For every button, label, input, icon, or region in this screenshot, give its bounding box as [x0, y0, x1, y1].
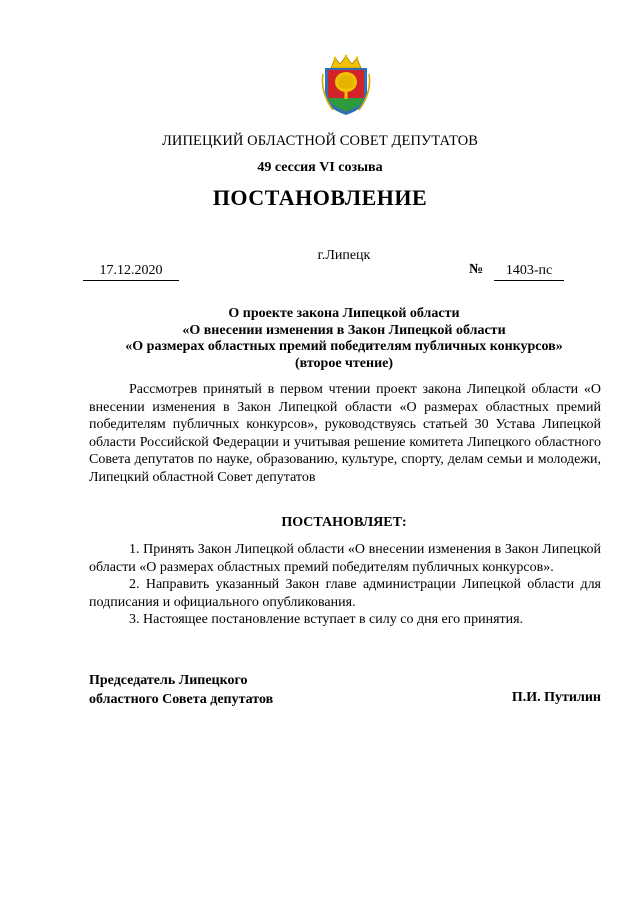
council-name: ЛИПЕЦКИЙ ОБЛАСТНОЙ СОВЕТ ДЕПУТАТОВ — [161, 133, 479, 149]
session-number: 49 сессия VI созыва — [257, 160, 383, 175]
signatory-title-line: Председатель Липецкого — [89, 673, 248, 688]
resolution-items — [89, 541, 601, 629]
coat-of-arms-icon — [321, 54, 371, 116]
signatory-title — [89, 671, 273, 709]
resolution-item: 2. Направить указанный Закон главе администрации Липецкой области для подписания и официального опубликования. — [89, 577, 601, 610]
resolves-heading: ПОСТАНОВЛЯЕТ: — [281, 515, 407, 530]
signatory-name: П.И. Путилин — [511, 690, 601, 705]
resolution-item: 3. Настоящее постановление вступает в силу со дня его принятия. — [129, 612, 524, 627]
city-name: г.Липецк — [317, 248, 371, 263]
number-sign: № — [469, 262, 484, 277]
preamble-paragraph: Рассмотрев принятый в первом чтении проект закона Липецкой области «О внесении изменения в Закон Липецкой области «О размерах областных премий победителям публичных конкурсов», руководствуясь статьей 30 Устава Липецкой области Российской Федерации и учитывая решение комитета Липецкого областного Совета депутатов по науке, образованию, культуре, спорту, делам семьи и молодежи, Липецкий областной Совет депутатов — [89, 382, 601, 485]
title-line: «О размерах областных премий победителям публичных конкурсов» — [125, 339, 563, 354]
document-type: ПОСТАНОВЛЕНИЕ — [212, 185, 428, 210]
title-line: О проекте закона Липецкой области — [228, 306, 460, 321]
document-number: 1403-пс — [494, 263, 564, 281]
document-date: 17.12.2020 — [83, 263, 179, 281]
document-title — [0, 306, 640, 372]
signatory-title-line: областного Совета депутатов — [89, 692, 274, 707]
title-line: «О внесении изменения в Закон Липецкой области — [182, 322, 506, 338]
resolution-item: 1. Принять Закон Липецкой области «О внесении изменения в Закон Липецкой области «О размерах областных премий победителям публичных конкурсов». — [89, 542, 601, 575]
title-line: (второе чтение) — [294, 355, 394, 371]
